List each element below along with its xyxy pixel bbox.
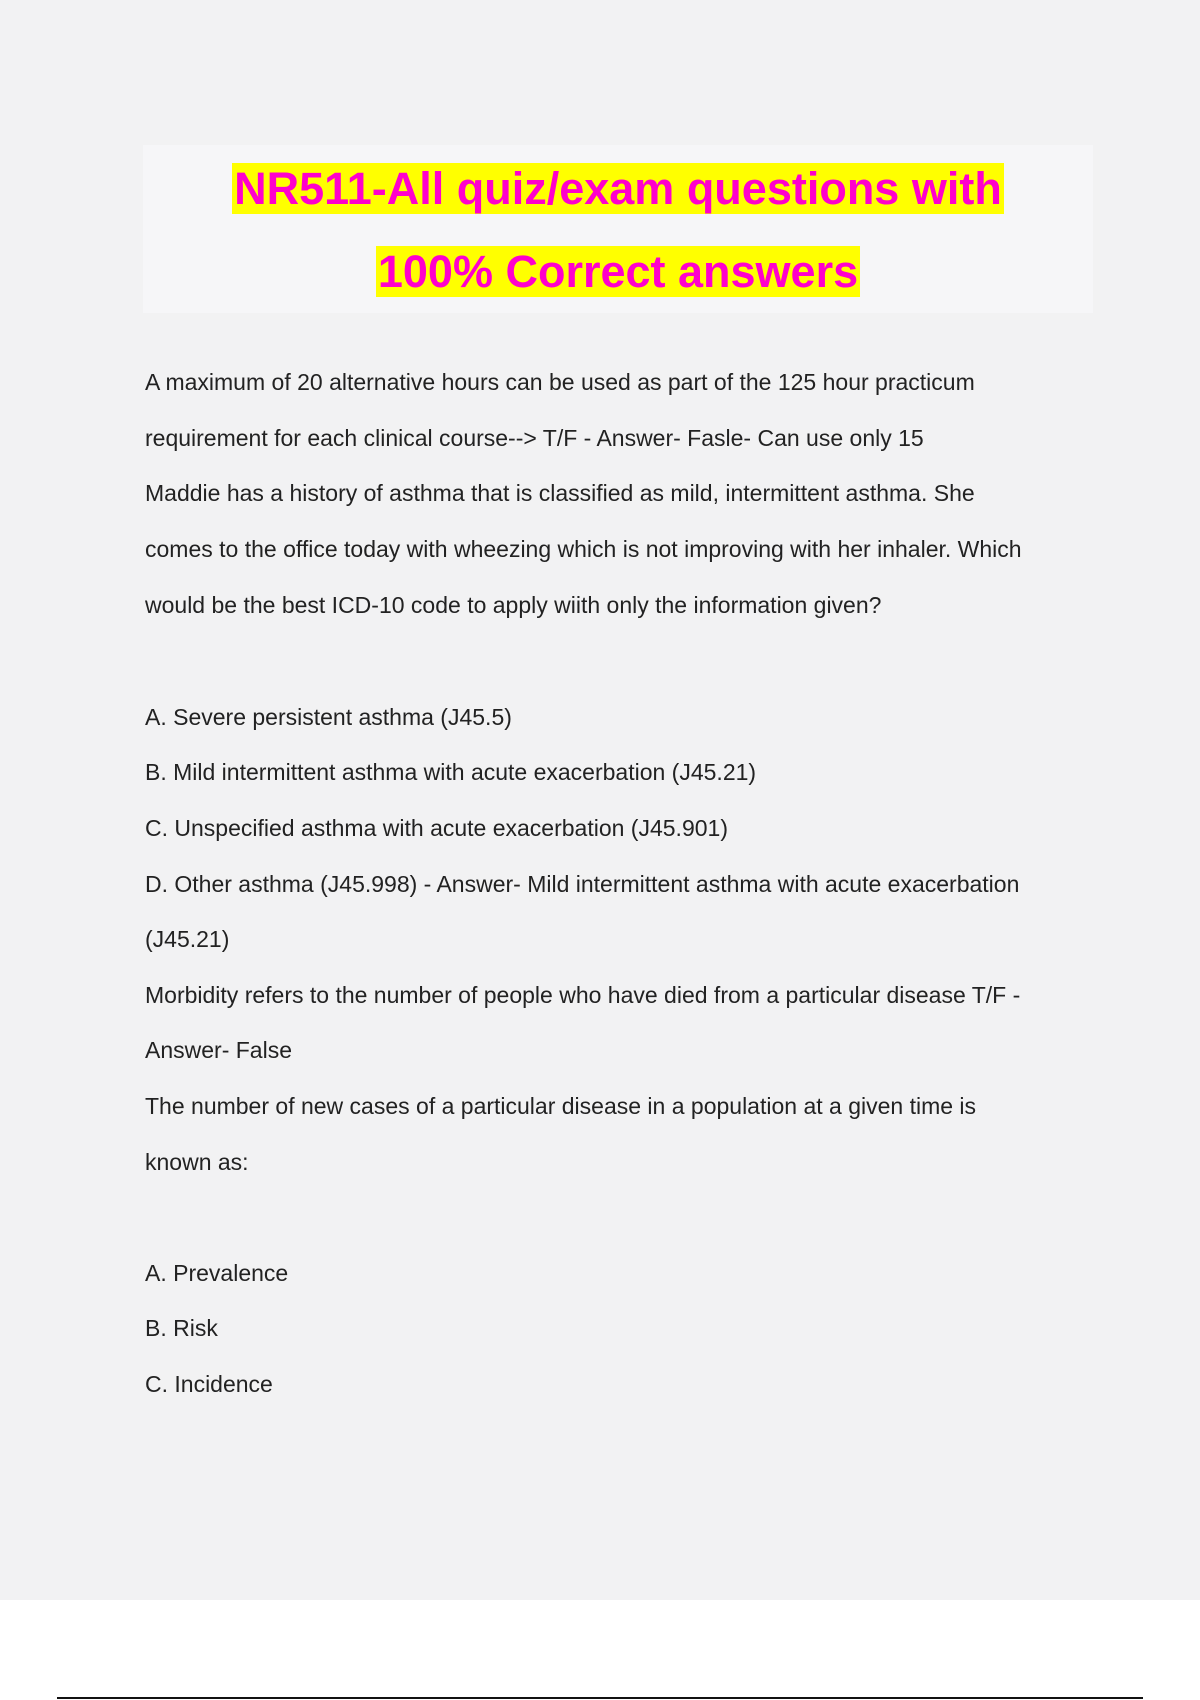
footer-divider — [57, 1697, 1143, 1699]
option-line: A. Prevalence — [145, 1260, 289, 1286]
option-line: B. Mild intermittent asthma with acute exacerbation (J45.21) — [145, 759, 757, 785]
text-line: known as: — [145, 1149, 249, 1175]
option-line: D. Other asthma (J45.998) - Answer- Mild intermittent asthma with acute exacerbation — [145, 871, 1020, 897]
title-line-2 — [143, 230, 1093, 313]
text-line: requirement for each clinical course--> T/F - Answer- Fasle- Can use only 15 — [145, 425, 924, 451]
text-line: comes to the office today with wheezing which is not improving with her inhaler. Which — [145, 536, 1022, 562]
title-text-2: 100% Correct answers — [377, 246, 859, 297]
option-line: B. Risk — [145, 1315, 218, 1341]
text-line: (J45.21) — [145, 926, 230, 952]
text-line: Answer- False — [145, 1037, 292, 1063]
title-text-1: NR511-All quiz/exam questions with — [234, 163, 1002, 214]
option-line: C. Incidence — [145, 1371, 273, 1397]
text-line: Maddie has a history of asthma that is classified as mild, intermittent asthma. She — [145, 480, 975, 506]
option-line: A. Severe persistent asthma (J45.5) — [145, 704, 512, 730]
text-line: Morbidity refers to the number of people who have died from a particular disease T/F - — [145, 982, 1021, 1008]
text-line: The number of new cases of a particular disease in a population at a given time is — [145, 1093, 977, 1119]
title-box — [143, 145, 1093, 313]
text-line: A maximum of 20 alternative hours can be used as part of the 125 hour practicum — [145, 369, 975, 395]
text-line: would be the best ICD-10 code to apply wiith only the information given? — [145, 592, 882, 618]
option-line: C. Unspecified asthma with acute exacerbation (J45.901) — [145, 815, 728, 841]
title-line-1 — [143, 145, 1093, 230]
